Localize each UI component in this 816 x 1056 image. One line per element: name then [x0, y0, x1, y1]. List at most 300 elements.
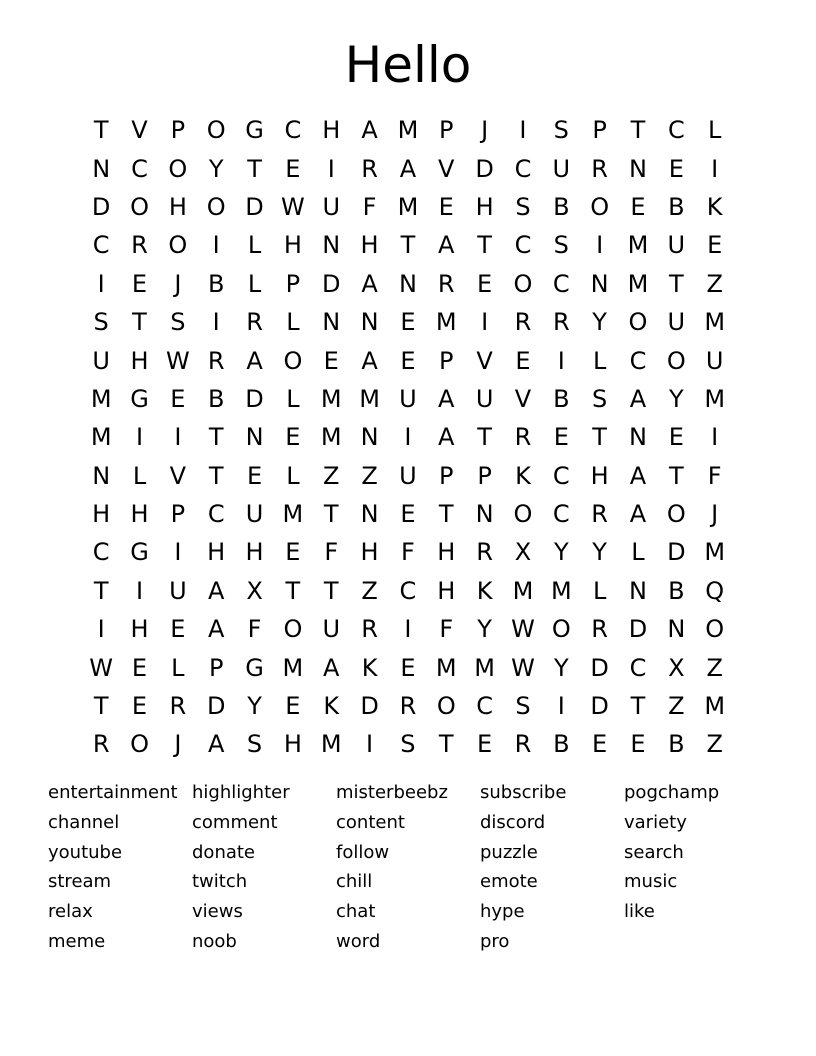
grid-letter: T — [285, 576, 301, 605]
grid-letter: I — [97, 615, 105, 644]
word-list-item: youtube — [48, 841, 123, 863]
grid-letter: N — [475, 500, 494, 529]
grid-letter: B — [668, 192, 685, 221]
grid-letter: K — [361, 653, 378, 682]
grid-letter: S — [515, 192, 531, 221]
grid-letter: I — [135, 576, 144, 605]
grid-letter: I — [557, 692, 565, 721]
grid-letter: H — [207, 538, 226, 567]
grid-letter: X — [668, 653, 685, 682]
grid-letter: V — [131, 116, 148, 145]
word-list-item: meme — [48, 930, 106, 952]
grid-letter: O — [666, 500, 686, 529]
grid-letter: H — [590, 461, 609, 490]
grid-letter: D — [475, 154, 494, 183]
grid-letter: P — [592, 116, 607, 145]
grid-letter: S — [553, 231, 569, 260]
grid-letter: E — [285, 538, 301, 567]
word-list-item: relax — [48, 901, 93, 923]
word-list-item: word — [336, 930, 381, 952]
grid-letter: U — [475, 384, 494, 413]
grid-letter: M — [320, 730, 342, 759]
grid-letter: M — [550, 576, 572, 605]
grid-letter: L — [247, 231, 262, 260]
word-list-item: like — [624, 901, 655, 923]
grid-letter: I — [519, 116, 527, 145]
word-list-item: donate — [192, 841, 256, 863]
grid-letter: I — [174, 538, 182, 567]
grid-letter: A — [438, 423, 455, 452]
grid-letter: R — [92, 730, 110, 759]
grid-letter: L — [132, 461, 147, 490]
grid-letter: I — [135, 423, 144, 452]
word-list-item: subscribe — [480, 782, 567, 803]
grid-letter: H — [130, 346, 149, 375]
grid-letter: J — [711, 500, 719, 529]
grid-letter: U — [399, 384, 417, 413]
grid-letter: M — [704, 538, 726, 567]
grid-letter: K — [706, 192, 723, 221]
grid-letter: F — [247, 615, 262, 644]
grid-letter: E — [668, 154, 684, 183]
grid-letter: M — [320, 384, 342, 413]
grid-letter: I — [404, 615, 412, 644]
grid-letter: C — [514, 231, 532, 260]
word-list-item: music — [624, 871, 678, 893]
word-list-item: variety — [624, 811, 687, 833]
word-list-item: search — [624, 841, 684, 863]
word-list-item: misterbeebz — [336, 782, 448, 803]
word-list-item: content — [336, 811, 405, 833]
grid-letter: N — [590, 269, 609, 298]
grid-letter: Z — [668, 692, 685, 721]
grid-letter: V — [476, 346, 493, 375]
grid-letter: E — [170, 615, 186, 644]
grid-letter: A — [207, 730, 225, 759]
grid-letter: O — [283, 615, 303, 644]
grid-letter: A — [438, 231, 455, 260]
grid-letter: H — [92, 500, 111, 529]
grid-letter: H — [168, 192, 187, 221]
grid-letter: I — [327, 154, 335, 183]
grid-letter: P — [285, 269, 301, 298]
grid-letter: A — [399, 154, 417, 183]
grid-letter: C — [552, 500, 570, 529]
grid-letter: V — [514, 384, 532, 413]
grid-letter: M — [435, 308, 457, 337]
grid-letter: N — [360, 423, 379, 452]
grid-letter: R — [246, 308, 263, 337]
grid-letter: B — [668, 730, 685, 759]
grid-letter: E — [400, 346, 416, 375]
grid-letter: Y — [553, 653, 569, 682]
grid-letter: E — [630, 730, 646, 759]
grid-letter: E — [707, 231, 723, 260]
grid-letter: M — [359, 384, 380, 413]
grid-letter: U — [322, 615, 341, 644]
grid-letter: E — [131, 653, 148, 682]
grid-letter: T — [630, 692, 646, 721]
grid-letter: Y — [668, 384, 684, 413]
grid-letter: W — [281, 192, 305, 221]
grid-letter: L — [286, 461, 300, 490]
grid-letter: D — [206, 692, 226, 721]
grid-letter: D — [245, 192, 264, 221]
grid-letter: C — [552, 461, 570, 490]
grid-letter: N — [92, 154, 111, 183]
grid-letter: B — [553, 384, 570, 413]
word-list-item: noob — [192, 930, 237, 952]
grid-letter: V — [169, 461, 187, 490]
grid-letter: W — [165, 346, 190, 375]
grid-letter: O — [705, 615, 725, 644]
grid-letter: L — [707, 116, 722, 145]
grid-letter: B — [553, 192, 570, 221]
grid-letter: E — [400, 308, 416, 337]
grid-letter: H — [437, 538, 456, 567]
grid-letter: M — [397, 116, 419, 145]
grid-letter: Y — [477, 615, 492, 644]
grid-letter: C — [629, 653, 647, 682]
grid-letter: Y — [592, 538, 607, 567]
grid-letter: C — [284, 116, 302, 145]
grid-letter: C — [92, 231, 110, 260]
word-list-item: pogchamp — [624, 782, 720, 803]
grid-letter: J — [174, 730, 182, 759]
grid-letter: T — [93, 692, 109, 721]
grid-letter: T — [132, 308, 147, 337]
grid-letter: R — [361, 154, 378, 183]
grid-letter: W — [511, 615, 535, 644]
grid-letter: X — [246, 576, 263, 605]
grid-letter: E — [477, 269, 493, 298]
grid-letter: O — [436, 692, 456, 721]
grid-letter: F — [324, 538, 339, 567]
grid-letter: O — [628, 308, 648, 337]
grid-letter: H — [130, 615, 149, 644]
grid-letter: N — [398, 269, 417, 298]
grid-letter: A — [438, 384, 455, 413]
grid-letter: F — [707, 461, 722, 490]
word-list-item: puzzle — [480, 841, 538, 863]
grid-letter: H — [283, 730, 302, 759]
grid-letter: L — [171, 653, 185, 682]
grid-letter: J — [174, 269, 182, 298]
grid-letter: E — [285, 154, 301, 183]
grid-letter: T — [630, 116, 646, 145]
grid-letter: A — [361, 346, 378, 375]
grid-letter: E — [668, 423, 684, 452]
grid-letter: T — [668, 461, 684, 490]
grid-letter: E — [246, 461, 263, 490]
grid-letter: O — [168, 231, 188, 260]
grid-letter: I — [557, 346, 565, 375]
word-list-item: discord — [480, 811, 546, 833]
grid-letter: Z — [706, 653, 723, 682]
grid-letter: D — [91, 192, 111, 221]
grid-letter: U — [667, 231, 686, 260]
grid-letter: O — [130, 192, 149, 221]
grid-letter: Z — [706, 269, 723, 298]
grid-letter: T — [323, 576, 339, 605]
grid-letter: B — [207, 384, 225, 413]
grid-letter: H — [322, 116, 341, 145]
grid-letter: I — [711, 154, 719, 183]
grid-letter: Z — [706, 730, 723, 759]
grid-letter: T — [93, 576, 109, 605]
grid-letter: U — [399, 461, 417, 490]
grid-letter: D — [628, 615, 648, 644]
grid-letter: U — [322, 192, 341, 221]
grid-letter: Z — [361, 576, 378, 605]
grid-letter: X — [514, 538, 532, 567]
grid-letter: O — [513, 500, 533, 529]
grid-letter: R — [207, 346, 225, 375]
grid-letter: I — [404, 423, 412, 452]
grid-letter: C — [399, 576, 417, 605]
grid-letter: M — [320, 423, 342, 452]
word-list-item: emote — [480, 871, 538, 893]
grid-letter: C — [207, 500, 225, 529]
grid-letter: N — [629, 154, 647, 183]
grid-letter: N — [322, 308, 341, 337]
grid-letter: G — [245, 116, 264, 145]
grid-letter: E — [131, 269, 148, 298]
grid-letter: D — [590, 692, 609, 721]
grid-letter: E — [477, 730, 493, 759]
word-list-item: views — [192, 901, 243, 923]
grid-letter: I — [711, 423, 719, 452]
grid-letter: F — [401, 538, 415, 567]
grid-letter: S — [246, 730, 263, 759]
grid-letter: M — [435, 653, 457, 682]
grid-letter: S — [553, 116, 569, 145]
grid-letter: J — [481, 116, 489, 145]
grid-letter: S — [515, 692, 531, 721]
grid-letter: U — [552, 154, 571, 183]
grid-letter: H — [130, 500, 149, 529]
grid-letter: P — [477, 461, 492, 490]
grid-letter: T — [668, 269, 684, 298]
grid-letter: E — [438, 192, 454, 221]
grid-letter: S — [170, 308, 186, 337]
grid-letter: C — [476, 692, 493, 721]
grid-letter: E — [592, 730, 608, 759]
word-list-item: hype — [480, 901, 525, 923]
grid-letter: N — [92, 461, 111, 490]
grid-letter: T — [208, 423, 224, 452]
grid-letter: U — [667, 308, 686, 337]
grid-letter: O — [551, 615, 571, 644]
grid-letter: L — [592, 576, 607, 605]
grid-letter: K — [323, 692, 340, 721]
grid-letter: V — [438, 154, 455, 183]
grid-letter: I — [481, 308, 489, 337]
grid-letter: T — [400, 231, 416, 260]
grid-letter: A — [629, 500, 647, 529]
grid-letter: S — [592, 384, 608, 413]
grid-letter: L — [286, 308, 300, 337]
grid-letter: H — [475, 192, 494, 221]
letter-grid — [82, 111, 734, 764]
grid-letter: H — [437, 576, 456, 605]
grid-letter: R — [399, 692, 417, 721]
grid-letter: A — [629, 461, 647, 490]
grid-letter: R — [361, 615, 378, 644]
grid-letter: H — [283, 231, 302, 260]
grid-letter: C — [92, 538, 110, 567]
grid-letter: C — [131, 154, 148, 183]
grid-letter: P — [439, 461, 454, 490]
word-list-item: follow — [336, 841, 390, 863]
grid-letter: N — [245, 423, 264, 452]
grid-letter: T — [247, 154, 262, 183]
grid-letter: M — [90, 384, 112, 413]
grid-letter: P — [439, 346, 454, 375]
grid-letter: S — [93, 308, 109, 337]
grid-letter: L — [286, 384, 300, 413]
grid-letter: N — [629, 576, 647, 605]
grid-letter: U — [245, 500, 264, 529]
grid-letter: H — [360, 231, 379, 260]
grid-letter: R — [514, 423, 532, 452]
grid-letter: R — [591, 154, 608, 183]
grid-letter: R — [131, 231, 148, 260]
grid-letter: E — [285, 692, 301, 721]
grid-letter: N — [322, 231, 341, 260]
grid-letter: N — [667, 615, 686, 644]
grid-letter: P — [170, 116, 186, 145]
grid-letter: E — [285, 423, 301, 452]
grid-letter: R — [437, 269, 455, 298]
grid-letter: M — [397, 192, 419, 221]
grid-letter: S — [400, 730, 416, 759]
grid-letter: O — [513, 269, 533, 298]
grid-letter: W — [89, 653, 114, 682]
grid-letter: T — [438, 500, 454, 529]
word-list-item: twitch — [192, 871, 248, 893]
grid-letter: P — [170, 500, 186, 529]
grid-letter: A — [361, 116, 378, 145]
grid-letter: T — [592, 423, 607, 452]
grid-letter: G — [130, 538, 149, 567]
grid-letter: E — [400, 500, 416, 529]
grid-letter: M — [282, 653, 304, 682]
grid-letter: N — [360, 500, 379, 529]
grid-letter: D — [360, 692, 379, 721]
word-list-item: chill — [336, 871, 373, 893]
grid-letter: C — [629, 346, 647, 375]
grid-letter: T — [477, 423, 492, 452]
grid-letter: I — [366, 730, 374, 759]
grid-letter: W — [511, 653, 535, 682]
grid-letter: R — [514, 730, 532, 759]
grid-letter: O — [666, 346, 686, 375]
grid-letter: I — [212, 308, 220, 337]
grid-letter: Y — [208, 154, 224, 183]
grid-letter: D — [667, 538, 686, 567]
grid-letter: E — [131, 692, 148, 721]
grid-letter: L — [247, 269, 262, 298]
grid-letter: P — [439, 116, 454, 145]
grid-letter: C — [667, 116, 685, 145]
grid-letter: T — [208, 461, 224, 490]
grid-letter: D — [590, 653, 609, 682]
grid-letter: R — [514, 308, 532, 337]
word-list-item: channel — [48, 811, 120, 833]
grid-letter: A — [361, 269, 378, 298]
grid-letter: D — [321, 269, 341, 298]
grid-letter: E — [400, 653, 416, 682]
grid-letter: R — [591, 500, 608, 529]
grid-letter: Z — [361, 461, 378, 490]
grid-letter: N — [629, 423, 647, 452]
grid-letter: Y — [553, 538, 569, 567]
word-list-item: pro — [480, 930, 510, 952]
grid-letter: R — [552, 308, 570, 337]
grid-letter: K — [515, 461, 531, 490]
grid-letter: I — [174, 423, 182, 452]
grid-letter: E — [630, 192, 646, 221]
grid-letter: U — [705, 346, 724, 375]
grid-letter: Y — [592, 308, 607, 337]
grid-letter: A — [207, 615, 225, 644]
grid-letter: B — [553, 730, 570, 759]
grid-letter: R — [476, 538, 493, 567]
grid-letter: A — [323, 653, 340, 682]
grid-letter: E — [323, 346, 339, 375]
grid-letter: M — [90, 423, 112, 452]
word-list — [48, 778, 788, 957]
grid-letter: N — [360, 308, 379, 337]
grid-letter: I — [212, 231, 220, 260]
grid-letter: Y — [247, 692, 262, 721]
grid-letter: G — [245, 653, 264, 682]
grid-letter: T — [438, 730, 454, 759]
grid-letter: O — [206, 192, 226, 221]
grid-letter: A — [207, 576, 225, 605]
grid-letter: O — [590, 192, 610, 221]
grid-letter: E — [170, 384, 186, 413]
grid-letter: M — [704, 384, 726, 413]
grid-letter: T — [93, 116, 109, 145]
grid-letter: L — [592, 346, 607, 375]
grid-letter: B — [207, 269, 225, 298]
word-list-item: stream — [48, 871, 112, 893]
grid-letter: U — [92, 346, 110, 375]
grid-letter: B — [668, 576, 685, 605]
grid-letter: I — [97, 269, 105, 298]
grid-letter: I — [596, 231, 604, 260]
grid-letter: H — [360, 538, 379, 567]
page-title: Hello — [344, 36, 472, 94]
grid-letter: R — [591, 615, 608, 644]
grid-letter: R — [169, 692, 187, 721]
grid-letter: F — [362, 192, 377, 221]
grid-letter: C — [514, 154, 532, 183]
grid-letter: O — [206, 116, 226, 145]
grid-letter: M — [512, 576, 534, 605]
grid-letter: K — [476, 576, 493, 605]
grid-letter: O — [168, 154, 188, 183]
grid-letter: Z — [323, 461, 340, 490]
word-list-item: chat — [336, 901, 376, 923]
word-list-item: highlighter — [192, 782, 290, 803]
grid-letter: U — [169, 576, 187, 605]
grid-letter: O — [130, 730, 149, 759]
grid-letter: H — [245, 538, 264, 567]
grid-letter: T — [477, 231, 492, 260]
